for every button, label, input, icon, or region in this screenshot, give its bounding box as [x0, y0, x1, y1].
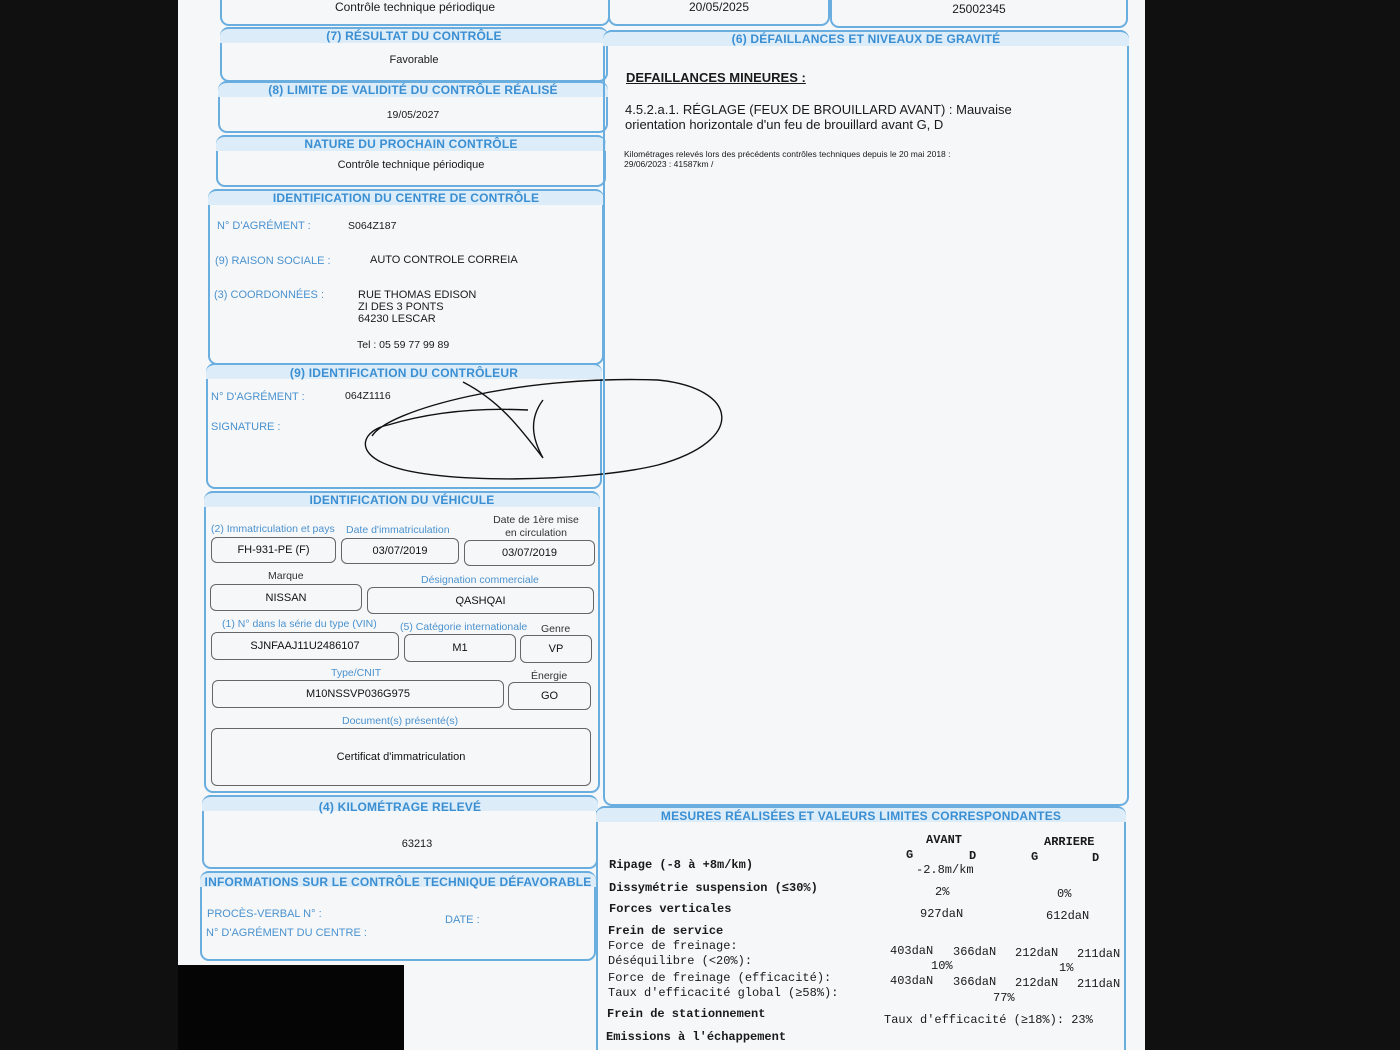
- documents-label: Document(s) présenté(s): [342, 715, 459, 727]
- desequilibre-label: Déséquilibre (<20%):: [608, 954, 753, 968]
- next-control-title: NATURE DU PROCHAIN CONTRÔLE: [304, 137, 518, 151]
- force-efficacite-label: Force de freinage (efficacité):: [608, 971, 832, 985]
- designation-label: Désignation commerciale: [421, 574, 539, 586]
- center-phone: Tel : 05 59 77 99 89: [357, 339, 450, 351]
- date-first-label-2: en circulation: [505, 527, 567, 539]
- controller-title: (9) IDENTIFICATION DU CONTRÔLEUR: [289, 366, 519, 380]
- arriere-d: D: [1092, 851, 1100, 865]
- ripage-label: Ripage (-8 à +8m/km): [609, 858, 754, 872]
- energie-label: Énergie: [531, 670, 568, 682]
- genre-label: Genre: [541, 623, 571, 635]
- force-efficacite-2: 366daN: [953, 975, 997, 989]
- unfavorable-agrement-label: N° D'AGRÉMENT DU CENTRE :: [206, 927, 367, 939]
- dissymetrie-avant: 2%: [935, 885, 950, 899]
- date-first-field: 03/07/2019: [464, 540, 595, 566]
- mileage-value: 63213: [401, 838, 433, 850]
- result-title: (7) RÉSULTAT DU CONTRÔLE: [326, 29, 502, 43]
- immat-field: FH-931-PE (F): [211, 537, 336, 563]
- vehicle-title: IDENTIFICATION DU VÉHICULE: [309, 493, 495, 507]
- force-efficacite-1: 403daN: [890, 974, 934, 988]
- forces-verticales-arriere: 612daN: [1046, 909, 1090, 923]
- mileage-title: (4) KILOMÉTRAGE RELEVÉ: [318, 800, 482, 814]
- date-immat-label: Date d'immatriculation: [346, 524, 450, 536]
- validity-value: 19/05/2027: [386, 109, 440, 121]
- center-agrement: S064Z187: [348, 220, 397, 232]
- avant-g: G: [906, 848, 914, 862]
- force-freinage-4: 211daN: [1077, 947, 1121, 961]
- force-efficacite-4: 211daN: [1077, 977, 1121, 991]
- force-freinage-3: 212daN: [1015, 946, 1059, 960]
- avant-d: D: [969, 849, 977, 863]
- frein-service-label: Frein de service: [608, 924, 724, 938]
- documents-field: Certificat d'immatriculation: [211, 728, 591, 786]
- marque-field: NISSAN: [210, 584, 362, 611]
- measures-title: MESURES RÉALISÉES ET VALEURS LIMITES CORRESPONDANTES: [660, 809, 1062, 823]
- defects-title: (6) DÉFAILLANCES ET NIVEAUX DE GRAVITÉ: [731, 32, 1001, 46]
- validity-title: (8) LIMITE DE VALIDITÉ DU CONTRÔLE RÉALISÉ: [268, 83, 558, 97]
- emissions-label: Emissions à l'échappement: [606, 1030, 787, 1044]
- immat-label: (2) Immatriculation et pays: [211, 523, 335, 535]
- forces-verticales-avant: 927daN: [920, 907, 964, 921]
- redaction-block: [178, 965, 404, 1050]
- force-freinage-label: Force de freinage:: [608, 939, 738, 953]
- arriere-g: G: [1031, 850, 1039, 864]
- date-first-label-1: Date de 1ère mise: [493, 514, 579, 526]
- energie-field: GO: [508, 682, 591, 710]
- raison-sociale-label: (9) RAISON SOCIALE :: [215, 255, 331, 267]
- arriere-header: ARRIERE: [1044, 835, 1095, 849]
- unfavorable-title: INFORMATIONS SUR LE CONTRÔLE TECHNIQUE DÉFAVORABLE: [204, 875, 592, 889]
- defect-line-2: orientation horizontale d'un feu de brouillard avant G, D: [625, 117, 944, 132]
- dissymetrie-arriere: 0%: [1057, 887, 1072, 901]
- center-title: IDENTIFICATION DU CENTRE DE CONTRÔLE: [272, 191, 540, 205]
- desequilibre-avant: 10%: [931, 959, 953, 973]
- center-agrement-label: N° D'AGRÉMENT :: [217, 220, 311, 232]
- marque-label: Marque: [268, 570, 304, 582]
- categorie-field: M1: [404, 634, 516, 662]
- vin-field: SJNFAAJ11U2486107: [211, 632, 399, 660]
- unfavorable-date-label: DATE :: [445, 914, 480, 926]
- force-efficacite-3: 212daN: [1015, 976, 1059, 990]
- raison-sociale: AUTO CONTROLE CORREIA: [370, 254, 518, 266]
- defects-section: [603, 30, 1129, 806]
- next-control-value: Contrôle technique périodique: [337, 159, 485, 171]
- controller-agrement: 064Z1116: [345, 390, 391, 402]
- genre-field: VP: [520, 635, 592, 663]
- km-history-line-2: 29/06/2023 : 41587km /: [624, 159, 714, 169]
- taux-global-label: Taux d'efficacité global (≥58%):: [608, 986, 839, 1000]
- coordonnees-label: (3) COORDONNÉES :: [214, 289, 325, 301]
- defect-line-1: 4.5.2.a.1. RÉGLAGE (FEUX DE BROUILLARD AVANT) : Mauvaise: [625, 102, 1012, 117]
- address-line-3: 64230 LESCAR: [358, 313, 436, 325]
- pv-label: PROCÈS-VERBAL N° :: [207, 908, 322, 920]
- result-value: Favorable: [389, 54, 439, 66]
- control-nature: Contrôle technique périodique: [334, 0, 496, 14]
- desequilibre-arriere: 1%: [1059, 961, 1074, 975]
- categorie-label: (5) Catégorie internationale: [400, 621, 528, 633]
- forces-verticales-label: Forces verticales: [609, 902, 732, 916]
- inspection-report-page: [178, 0, 1145, 1050]
- force-freinage-1: 403daN: [890, 944, 934, 958]
- report-number: 25002345: [952, 2, 1006, 16]
- km-history-line-1: Kilométrages relevés lors des précédents contrôles techniques depuis le 20 mai 2018 :: [624, 149, 951, 159]
- controller-agrement-label: N° D'AGRÉMENT :: [211, 391, 305, 403]
- avant-header: AVANT: [926, 833, 963, 847]
- address-line-1: RUE THOMAS EDISON: [358, 289, 477, 301]
- type-field: M10NSSVP036G975: [212, 680, 504, 708]
- dissymetrie-label: Dissymétrie suspension (≤30%): [609, 881, 818, 895]
- taux-stationnement: Taux d'efficacité (≥18%): 23%: [884, 1013, 1093, 1027]
- force-freinage-2: 366daN: [953, 945, 997, 959]
- date-immat-field: 03/07/2019: [341, 538, 459, 564]
- vin-label: (1) N° dans la série du type (VIN): [222, 618, 377, 630]
- designation-field: QASHQAI: [367, 587, 594, 614]
- type-label: Type/CNIT: [331, 667, 382, 679]
- ripage-value: -2.8m/km: [916, 863, 974, 877]
- taux-global-value: 77%: [993, 991, 1015, 1005]
- control-date: 20/05/2025: [688, 0, 750, 14]
- signature-label: SIGNATURE :: [211, 421, 281, 433]
- defects-heading: DEFAILLANCES MINEURES :: [626, 70, 806, 85]
- address-line-2: ZI DES 3 PONTS: [358, 301, 444, 313]
- frein-stationnement-label: Frein de stationnement: [607, 1007, 766, 1021]
